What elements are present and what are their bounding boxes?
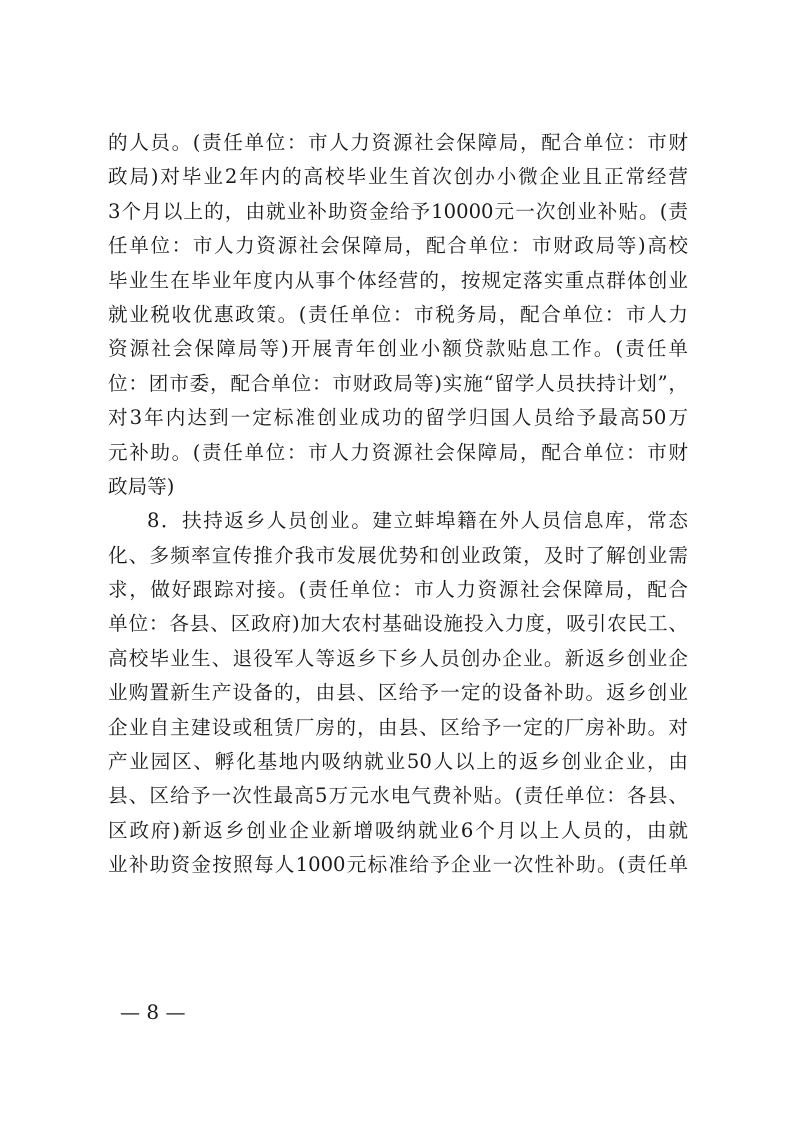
text-line: 企业自主建设或租赁厂房的，由县、区给予一定的厂房补助。对 bbox=[108, 715, 688, 739]
section-heading-line: 8．扶持返乡人员创业。建立蚌埠籍在外人员信息库，常态 bbox=[147, 509, 688, 533]
text-line: 元补助。(责任单位：市人力资源社会保障局，配合单位：市财 bbox=[108, 440, 688, 464]
text-line: 政局等) bbox=[108, 474, 175, 498]
text-line: 就业税收优惠政策。(责任单位：市税务局，配合单位：市人力 bbox=[108, 302, 688, 326]
text-line: 县、区给予一次性最高5万元水电气费补贴。(责任单位：各县、 bbox=[108, 784, 688, 808]
text-line: 求，做好跟踪对接。(责任单位：市人力资源社会保障局，配合 bbox=[108, 578, 688, 602]
text-line: 化、多频率宣传推介我市发展优势和创业政策，及时了解创业需 bbox=[108, 543, 688, 567]
text-line: 业补助资金按照每人1000元标准给予企业一次性补助。(责任单 bbox=[108, 853, 688, 877]
text-line: 毕业生在毕业年度内从事个体经营的，按规定落实重点群体创业 bbox=[108, 268, 688, 292]
text-line: 位：团市委，配合单位：市财政局等)实施“留学人员扶持计划”， bbox=[108, 371, 688, 395]
text-line: 资源社会保障局等)开展青年创业小额贷款贴息工作。(责任单 bbox=[108, 337, 688, 361]
text-line: 3个月以上的，由就业补助资金给予10000元一次创业补贴。(责 bbox=[108, 199, 688, 223]
text-line: 政局)对毕业2年内的高校毕业生首次创办小微企业且正常经营 bbox=[108, 165, 688, 189]
page-number: — 8 — bbox=[120, 1000, 186, 1024]
body-text bbox=[108, 126, 688, 883]
text-line: 任单位：市人力资源社会保障局，配合单位：市财政局等)高校 bbox=[108, 234, 688, 258]
text-line: 产业园区、孵化基地内吸纳就业50人以上的返乡创业企业，由 bbox=[108, 750, 688, 774]
text-line: 对3年内达到一定标准创业成功的留学归国人员给予最高50万 bbox=[108, 406, 688, 430]
text-line: 的人员。(责任单位：市人力资源社会保障局，配合单位：市财 bbox=[108, 131, 688, 154]
text-line: 区政府)新返乡创业企业新增吸纳就业6个月以上人员的，由就 bbox=[108, 818, 688, 842]
text-line: 业购置新生产设备的，由县、区给予一定的设备补助。返乡创业 bbox=[108, 681, 688, 705]
text-line: 单位：各县、区政府)加大农村基础设施投入力度，吸引农民工、 bbox=[108, 612, 688, 636]
text-line: 高校毕业生、退役军人等返乡下乡人员创办企业。新返乡创业企 bbox=[108, 646, 688, 670]
